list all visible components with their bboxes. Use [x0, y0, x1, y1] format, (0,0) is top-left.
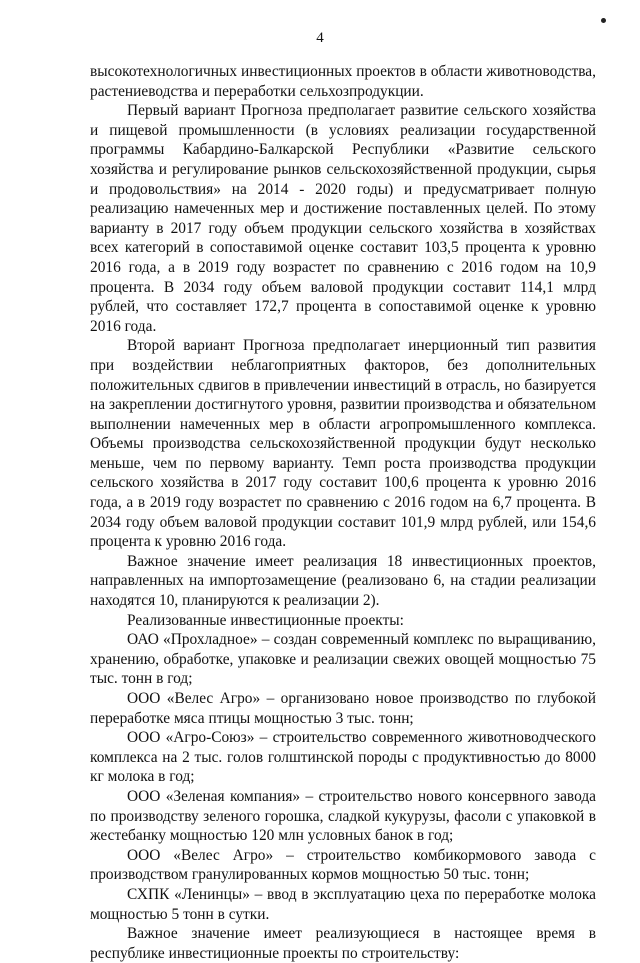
paragraph-second-variant: Второй вариант Прогноза предполагает инерционный тип развития при воздействии неблагоприятных факторов, без дополнительных положительных сдвигов в привлечении инвестиций в отрасль, но базируется на закреплении достигнутого уровня, развитии производства и обязательном выполнении намеченных мер в области агропромышленного комплекса. Объемы производства сельскохозяйственной продукции будут несколько меньше, чем по первому варианту. Темп роста производства продукции сельского хозяйства в 2017 году составит 100,6 процента к уровню 2016 года, а в 2019 году возрастет по сравнению с 2016 годом на 6,7 процента. В 2034 году объем валовой продукции составит 101,9 млрд рублей, или 154,6 процента к уровню 2016 года.	[90, 337, 596, 551]
paragraph-investment-projects: Важное значение имеет реализация 18 инвестиционных проектов, направленных на импортозамещение (реализовано 6, на стадии реализации находятся 10, планируются к реализации 2).	[90, 552, 596, 610]
document-body	[90, 62, 596, 963]
list-item: ООО «Агро-Союз» – строительство современного животноводческого комплекса на 2 тыс. голов голштинской породы с продуктивностью до 8000 кг молока в год;	[90, 729, 596, 786]
paragraph-first-variant: Первый вариант Прогноза предполагает развитие сельского хозяйства и пищевой промышленности (в условиях реализации государственной программы Кабардино-Балкарской Республики «Развитие сельского хозяйства и регулирование рынков сельскохозяйственной продукции, сырья и продовольствия» на 2014 - 2020 годы) и предусматривает полную реализацию намеченных мер и достижение поставленных целей. По этому варианту в 2017 году объем продукции сельского хозяйства в хозяйствах всех категорий в сопоставимой оценке составит 103,5 процента к уровню 2016 года, а в 2019 году возрастет по сравнению с 2016 годом на 10,9 процента. В 2034 году объем валовой продукции составит 114,1 млрд рублей, что составляет 172,7 процента в сопоставимой оценке к уровню 2016 года.	[90, 102, 596, 335]
list-item: ОАО «Прохладное» – создан современный комплекс по выращиванию, хранению, обработке, упаковке и реализации свежих овощей мощностью 75 тыс. тонн в год;	[90, 631, 596, 688]
scan-speck	[601, 18, 606, 23]
page-number: 4	[316, 30, 324, 46]
list-item: СХПК «Ленинцы» – ввод в эксплуатацию цеха по переработке молока мощностью 5 тонн в сутки.	[90, 885, 596, 923]
list-item: ООО «Велес Агро» – организовано новое производство по глубокой переработке мяса птицы мощностью 3 тыс. тонн;	[90, 690, 596, 727]
paragraph-continuation: высокотехнологичных инвестиционных проектов в области животноводства, растениеводства и переработки сельхозпродукции.	[90, 63, 596, 100]
list-item: ООО «Велес Агро» – строительство комбикормового завода с производством гранулированных кормов мощностью 50 тыс. тонн;	[90, 846, 596, 884]
list-item: ООО «Зеленая компания» – строительство нового консервного завода по производству зеленого горошка, сладкой кукурузы, фасоли с упаковкой в жестебанку мощностью 120 млн условных банок в год;	[90, 787, 596, 845]
paragraph-ongoing-projects: Важное значение имеет реализующиеся в настоящее время в республике инвестиционные проекты по строительству:	[90, 925, 596, 962]
paragraph-realized-heading: Реализованные инвестиционные проекты:	[127, 611, 404, 629]
